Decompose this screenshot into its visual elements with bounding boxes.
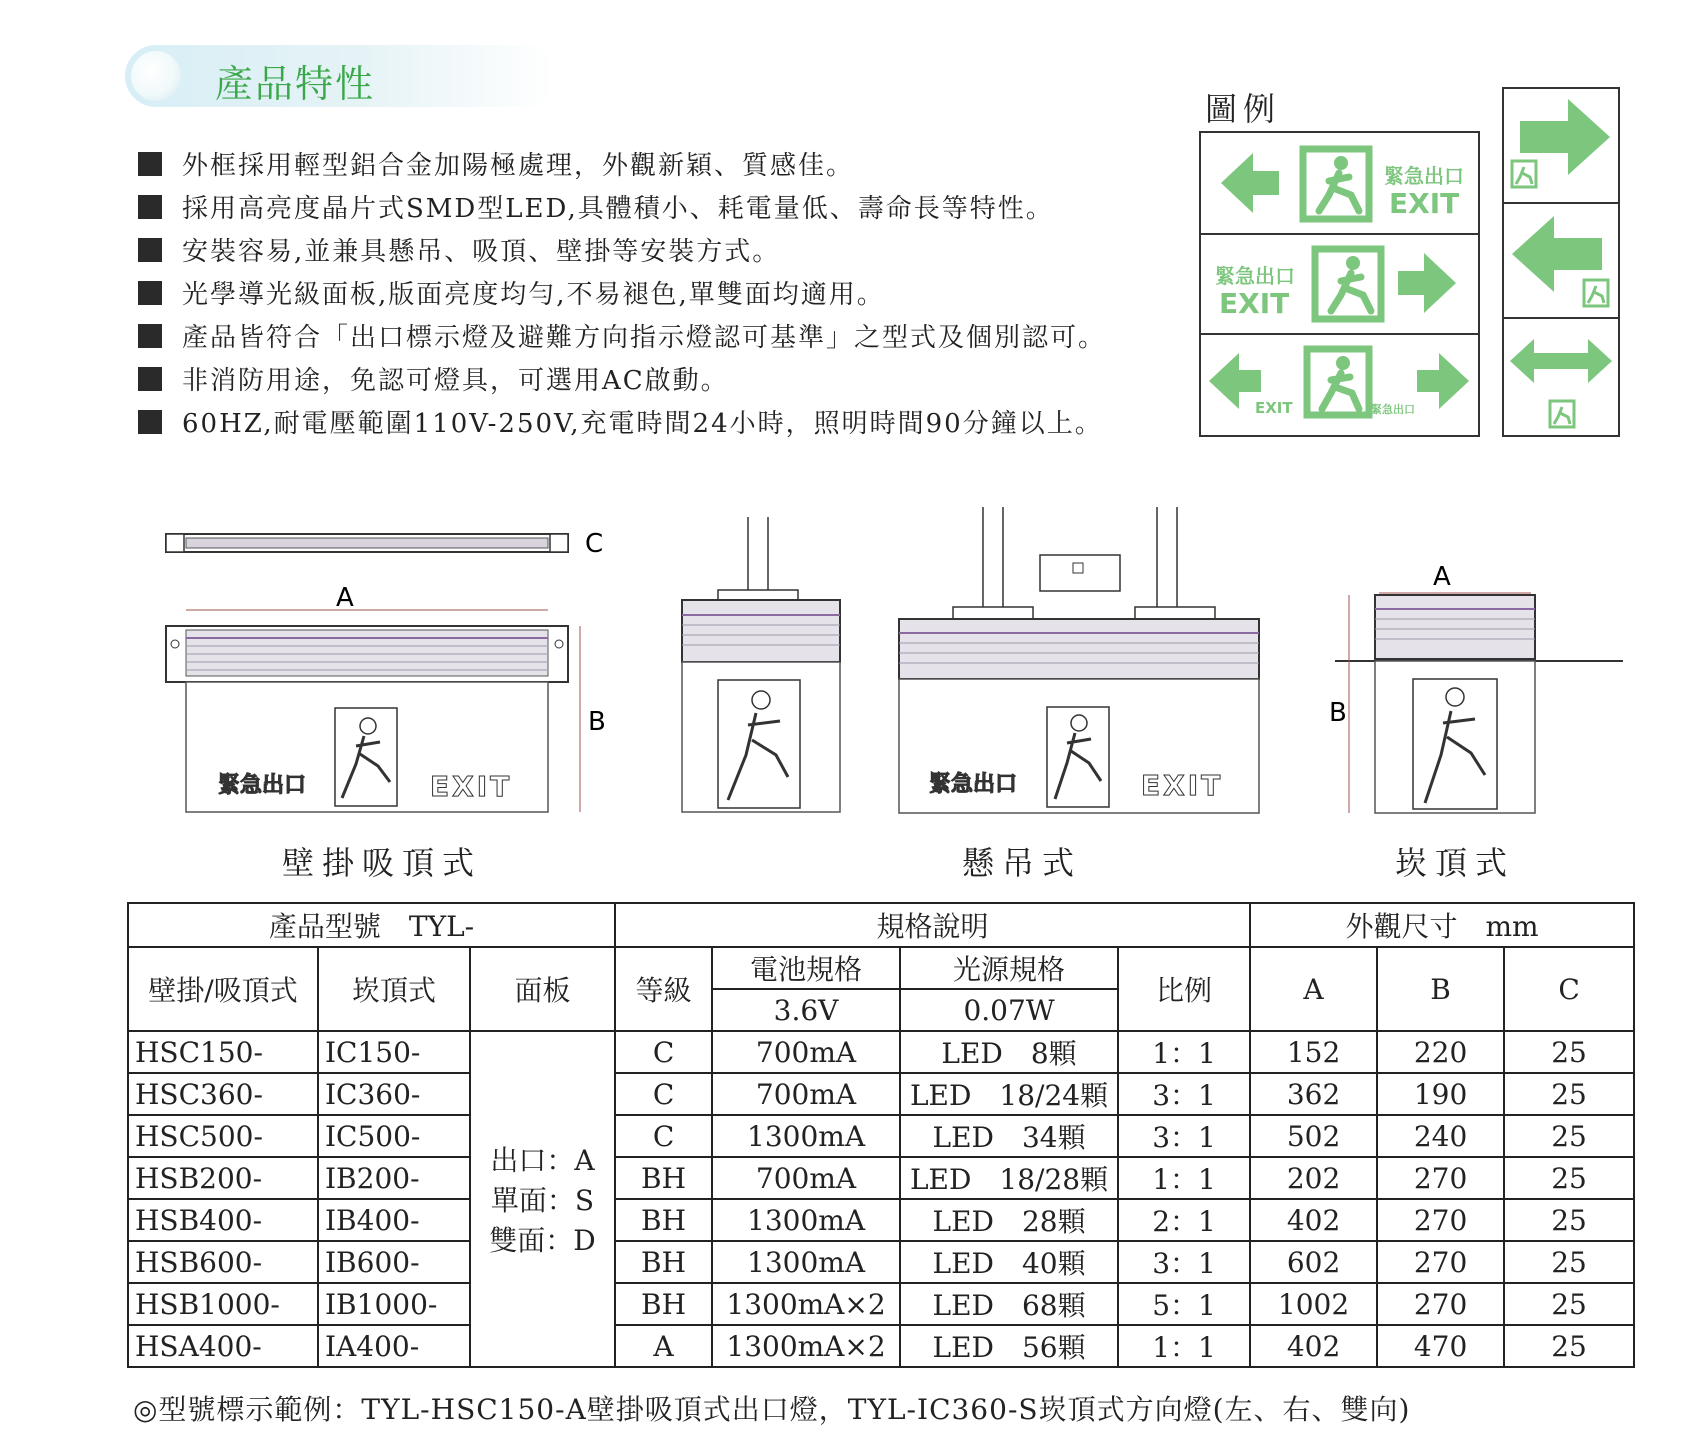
feature-item [138,228,1106,271]
cell-light: LED 18/28顆 [900,1157,1118,1199]
cell-b: 270 [1377,1157,1504,1199]
cell-b: 270 [1377,1199,1504,1241]
cell-ratio: 3：1 [1118,1073,1250,1115]
table-row [128,1115,1634,1157]
cell-c: 25 [1504,1073,1634,1115]
running-man-icon [1550,401,1574,427]
sign-text-en: EXIT [1389,187,1460,220]
feature-item [138,185,1106,228]
cell-grade: BH [615,1199,712,1241]
feature-item [138,400,1106,443]
diagram-recessed-label: 崁頂式 [1395,844,1516,882]
bullet-square-icon [138,367,162,391]
cell-ratio: 1：1 [1118,1031,1250,1073]
cell-c: 25 [1504,1031,1634,1073]
cell-light: LED 68顆 [900,1283,1118,1325]
cell-c: 25 [1504,1241,1634,1283]
dim-b-label: B [588,707,606,737]
diagram-wall-label: 壁掛吸頂式 [282,844,483,882]
cell-battery: 700mA [712,1157,900,1199]
bullet-square-icon [138,324,162,348]
cell-wall: HSB400- [128,1199,318,1241]
model-example-note: ◎型號標示範例：TYL-HSC150-A壁掛吸頂式出口燈，TYL-IC360-S崁頂式方向燈(左、右、雙向) [133,1393,1411,1426]
feature-item [138,357,1106,400]
sign-text-cn: 緊急出口 [1384,164,1464,188]
feature-text: 光學導光級面板,版面亮度均勻,不易褪色,單雙面均適用。 [182,280,885,310]
cell-light: LED 34顆 [900,1115,1118,1157]
feature-text: 外框採用輕型鋁合金加陽極處理，外觀新穎、質感佳。 [182,151,855,181]
cell-c: 25 [1504,1283,1634,1325]
dim-a-label: A [1433,562,1451,592]
col-wall: 壁掛/吸頂式 [128,947,318,1031]
dim-c-label: C [585,529,604,559]
bullet-square-icon [138,281,162,305]
cell-c: 25 [1504,1157,1634,1199]
cell-wall: HSC500- [128,1115,318,1157]
feature-text: 非消防用途，免認可燈具，可選用AC啟動。 [182,366,729,396]
table-row [128,1157,1634,1199]
double-arrow-icon [1510,339,1612,383]
cell-recessed: IB1000- [318,1283,470,1325]
sign-text-cn: 緊急出口 [1371,403,1415,416]
cell-grade: BH [615,1241,712,1283]
legend-direction-left [1504,204,1618,319]
cell-a: 1002 [1250,1283,1377,1325]
cell-wall: HSB1000- [128,1283,318,1325]
bubble-icon [131,51,181,101]
feature-text: 60HZ,耐電壓範圍110V-250V,充電時間24小時，照明時間90分鐘以上。 [182,409,1103,439]
cell-wall: HSC150- [128,1031,318,1073]
cell-wall: HSC360- [128,1073,318,1115]
running-man-icon [1307,349,1369,415]
cell-recessed: IB400- [318,1199,470,1241]
panel-text-cn: 緊急出口 [929,772,1018,797]
cell-grade: C [615,1031,712,1073]
table-row [128,1031,1634,1073]
running-man-icon [1512,161,1536,187]
running-man-icon [1315,249,1381,319]
table-row [128,1325,1634,1367]
cell-battery: 1300mA [712,1199,900,1241]
cell-wall: HSA400- [128,1325,318,1367]
cell-ratio: 1：1 [1118,1157,1250,1199]
cell-ratio: 1：1 [1118,1325,1250,1367]
cell-b: 270 [1377,1283,1504,1325]
arrow-right-icon [1417,353,1469,409]
arrow-left-icon [1221,153,1279,213]
arrow-right-icon [1398,253,1456,313]
feature-item [138,314,1106,357]
diagram-hanging-single [676,515,846,820]
cell-wall: HSB600- [128,1241,318,1283]
bullet-square-icon [138,195,162,219]
cell-battery: 1300mA [712,1115,900,1157]
col-light: 光源規格 [900,947,1118,989]
cell-recessed: IC150- [318,1031,470,1073]
panel-line: 出口：A [490,1144,595,1177]
spec-table [127,902,1635,1368]
legend-title: 圖例 [1205,90,1282,128]
diagram-hanging-double [895,505,1265,820]
cell-light: LED 8顆 [900,1031,1118,1073]
col-b: B [1377,947,1504,1031]
legend-sign-panel [1199,131,1480,437]
col-grade: 等級 [615,947,712,1031]
feature-text: 產品皆符合「出口標示燈及避難方向指示燈認可基準」之型式及個別認可。 [182,323,1107,353]
dim-b-label: B [1329,698,1347,728]
cell-grade: BH [615,1157,712,1199]
bullet-square-icon [138,152,162,176]
table-row [128,1199,1634,1241]
cell-ratio: 3：1 [1118,1115,1250,1157]
cell-a: 202 [1250,1157,1377,1199]
cell-grade: A [615,1325,712,1367]
cell-recessed: IB200- [318,1157,470,1199]
cell-b: 470 [1377,1325,1504,1367]
cell-ratio: 2：1 [1118,1199,1250,1241]
arrow-left-icon [1209,353,1261,409]
sign-text-cn: 緊急出口 [1215,264,1295,288]
cell-recessed: IC500- [318,1115,470,1157]
arrow-right-icon [1520,99,1610,175]
cell-a: 502 [1250,1115,1377,1157]
cell-light: LED 28顆 [900,1199,1118,1241]
panel-text-en: EXIT [430,770,513,803]
cell-light: LED 18/24顆 [900,1073,1118,1115]
col-c: C [1504,947,1634,1031]
cell-b: 270 [1377,1241,1504,1283]
col-light-watt: 0.07W [900,989,1118,1031]
table-header-row [128,903,1634,947]
diagram-hanging-label: 懸吊式 [962,844,1083,882]
legend-sign-exit-both [1201,333,1478,433]
col-a: A [1250,947,1377,1031]
diagram-wall-mount [160,520,606,830]
legend-direction-panel [1502,87,1620,437]
section-title: 產品特性 [215,62,376,106]
cell-recessed: IC360- [318,1073,470,1115]
feature-list [138,142,1106,443]
cell-a: 402 [1250,1325,1377,1367]
table-row [128,1073,1634,1115]
header-dimension: 外觀尺寸 mm [1250,903,1634,947]
cell-c: 25 [1504,1199,1634,1241]
dim-a-label: A [336,583,354,613]
legend-sign-exit-right [1201,233,1478,335]
panel-text-en: EXIT [1141,769,1224,802]
panel-line: 單面：S [490,1184,595,1217]
cell-b: 220 [1377,1031,1504,1073]
cell-battery: 1300mA [712,1241,900,1283]
table-row [128,1241,1634,1283]
legend-direction-both [1504,319,1618,435]
cell-ratio: 3：1 [1118,1241,1250,1283]
cell-battery: 700mA [712,1073,900,1115]
cell-a: 152 [1250,1031,1377,1073]
cell-ratio: 5：1 [1118,1283,1250,1325]
table-row [128,1283,1634,1325]
bullet-square-icon [138,410,162,434]
cell-recessed: IB600- [318,1241,470,1283]
cell-a: 362 [1250,1073,1377,1115]
panel-text-cn: 緊急出口 [218,773,307,798]
col-recessed: 崁頂式 [318,947,470,1031]
running-man-icon [1584,280,1608,306]
col-panel: 面板 [470,947,615,1031]
cell-c: 25 [1504,1325,1634,1367]
cell-grade: C [615,1115,712,1157]
cell-battery: 700mA [712,1031,900,1073]
col-ratio: 比例 [1118,947,1250,1031]
header-spec: 規格說明 [615,903,1250,947]
cell-c: 25 [1504,1115,1634,1157]
legend-direction-right [1504,89,1618,204]
feature-text: 採用高亮度晶片式SMD型LED,具體積小、耗電量低、壽命長等特性。 [182,194,1054,224]
feature-item [138,271,1106,314]
legend-sign-exit-left [1201,133,1478,235]
cell-light: LED 40顆 [900,1241,1118,1283]
diagram-recessed [1325,555,1630,825]
bullet-square-icon [138,238,162,262]
cell-light: LED 56顆 [900,1325,1118,1367]
cell-a: 602 [1250,1241,1377,1283]
sign-text-en: EXIT [1255,399,1293,417]
col-battery: 電池規格 [712,947,900,989]
cell-panel [470,1031,615,1367]
cell-recessed: IA400- [318,1325,470,1367]
cell-grade: C [615,1073,712,1115]
cell-battery: 1300mA×2 [712,1325,900,1367]
feature-text: 安裝容易,並兼具懸吊、吸頂、壁掛等安裝方式。 [182,237,781,267]
sign-text-en: EXIT [1219,287,1290,320]
cell-battery: 1300mA×2 [712,1283,900,1325]
cell-wall: HSB200- [128,1157,318,1199]
panel-line: 雙面：D [489,1224,596,1257]
cell-a: 402 [1250,1199,1377,1241]
table-subheader-row [128,947,1634,989]
header-model: 產品型號 TYL- [128,903,615,947]
feature-item [138,142,1106,185]
cell-b: 190 [1377,1073,1504,1115]
cell-grade: BH [615,1283,712,1325]
section-header [125,45,555,107]
cell-b: 240 [1377,1115,1504,1157]
col-battery-voltage: 3.6V [712,989,900,1031]
running-man-icon [1303,149,1369,219]
